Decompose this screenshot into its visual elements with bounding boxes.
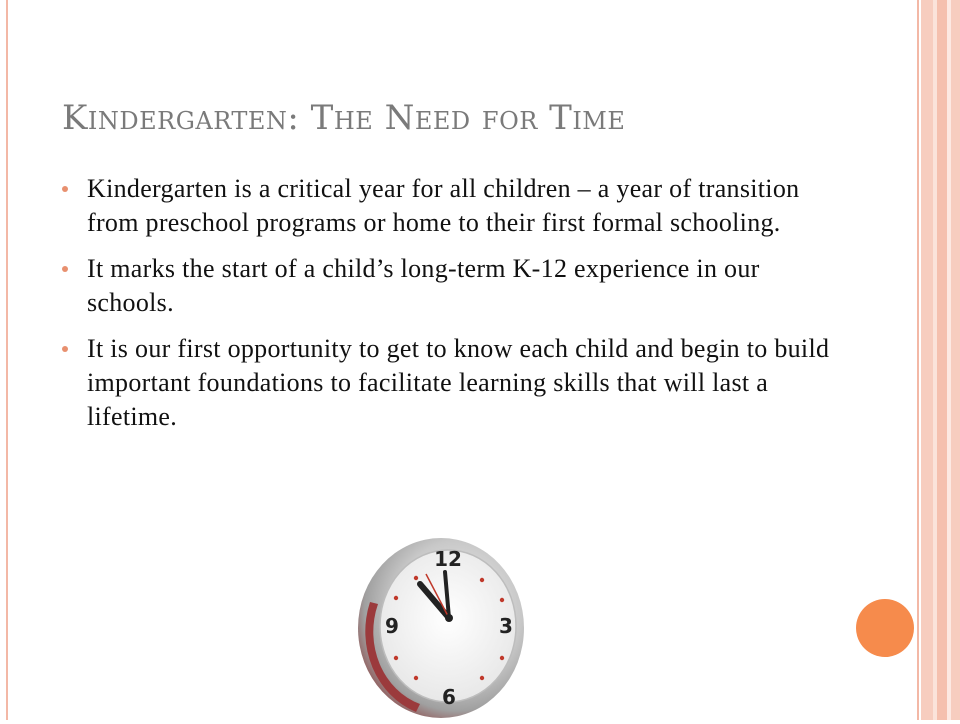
bullet-list xyxy=(62,172,842,446)
slide-title: Kindergarten: The Need for Time xyxy=(62,98,626,138)
accent-circle xyxy=(856,599,914,657)
clock-numeral: 12 xyxy=(434,547,462,571)
bullet-item xyxy=(62,332,842,434)
bullet-text: It is our first opportunity to get to know each child and begin to build important foundations to facilitate learning skills that will last a lifetime. xyxy=(87,334,830,431)
clock-numeral: 3 xyxy=(499,614,513,638)
clock-numeral: 9 xyxy=(385,614,399,638)
bullet-text: It marks the start of a child’s long-term K-12 experience in our schools. xyxy=(87,254,760,317)
clock-icon xyxy=(356,532,526,720)
bullet-marker xyxy=(62,266,68,272)
decorative-stripe xyxy=(937,0,947,720)
bullet-marker xyxy=(62,186,68,192)
decorative-stripe xyxy=(951,0,960,720)
bullet-item xyxy=(62,252,842,320)
bullet-text: Kindergarten is a critical year for all children – a year of transition from preschool programs or home to their first formal schooling. xyxy=(87,174,800,237)
bullet-marker xyxy=(62,346,68,352)
bullet-item xyxy=(62,172,842,240)
decorative-stripe xyxy=(921,0,933,720)
clock-numeral: 6 xyxy=(442,685,456,709)
